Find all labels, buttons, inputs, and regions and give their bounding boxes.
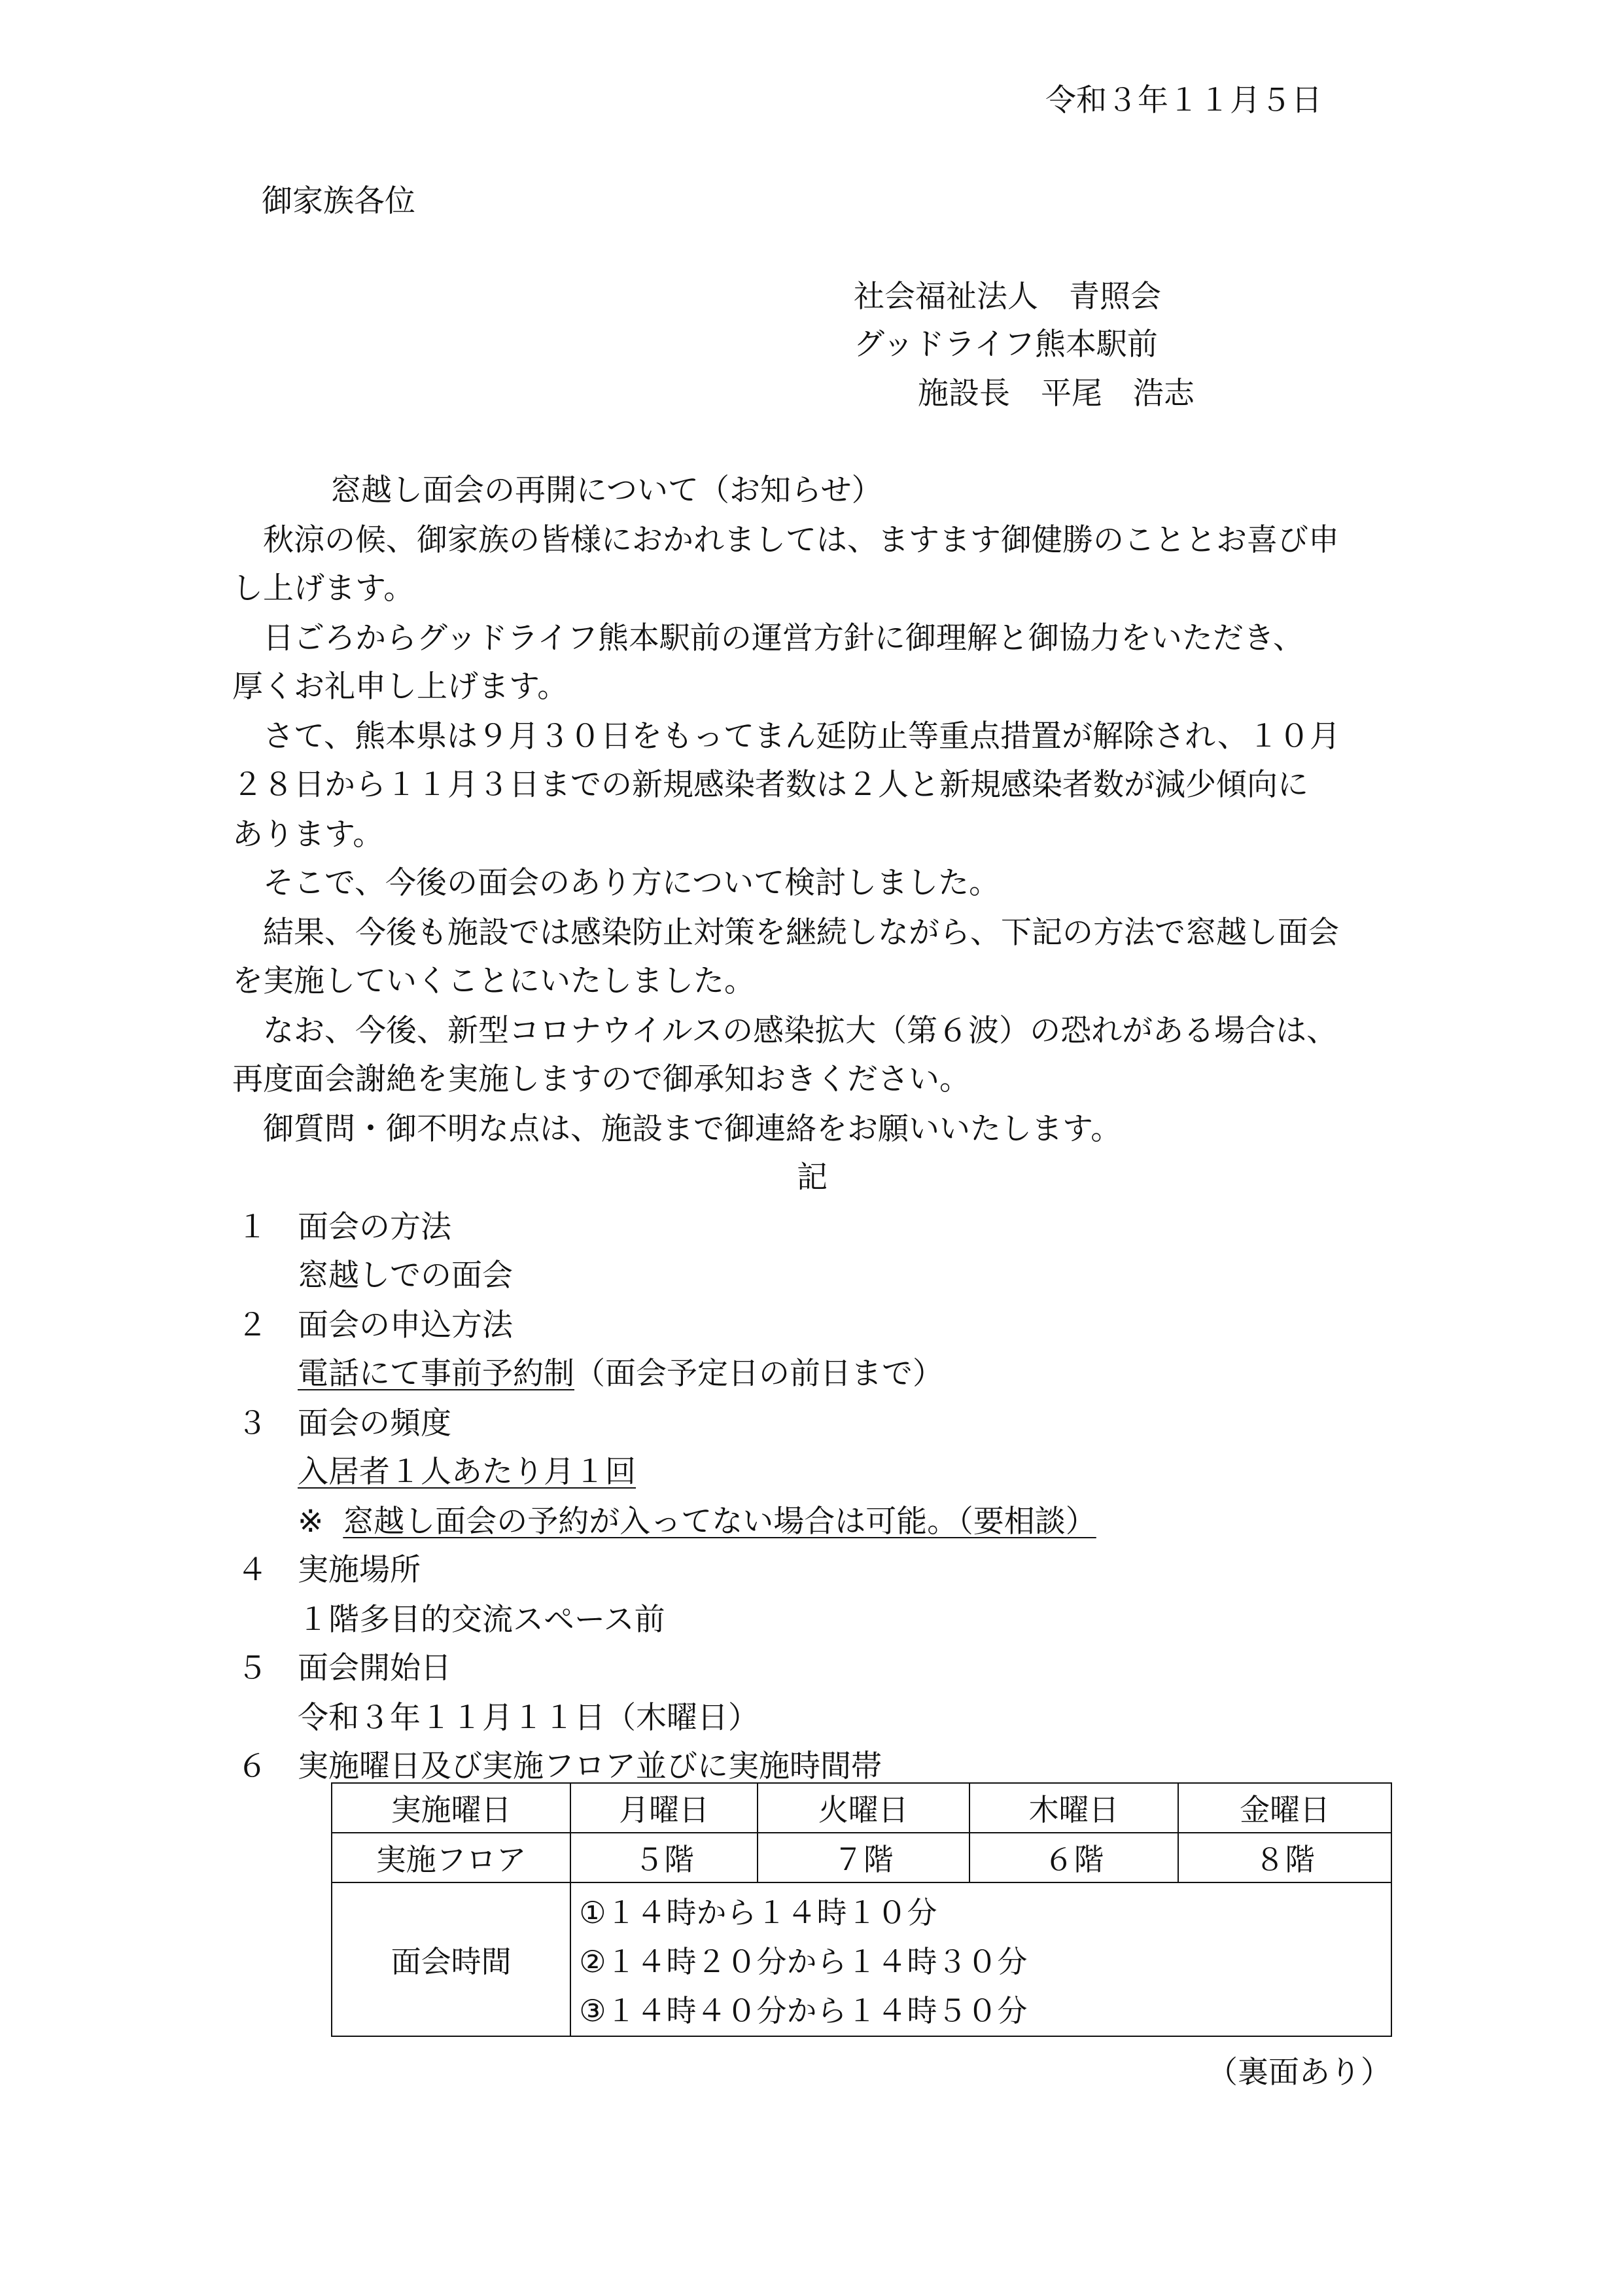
schedule-table xyxy=(331,1782,1392,2037)
day-header: 実施曜日 xyxy=(332,1783,570,1833)
day-cell: 金曜日 xyxy=(1178,1783,1391,1833)
document-title: 窓越し面会の再開について（お知らせ） xyxy=(330,472,882,508)
day-cell: 火曜日 xyxy=(758,1783,969,1833)
item-detail: 令和３年１１月１１日（木曜日） xyxy=(298,1700,759,1736)
item-heading: 実施場所 xyxy=(298,1552,421,1588)
body-line: し上げます。 xyxy=(232,571,415,607)
body-line: を実施していくことにいたしました。 xyxy=(232,963,755,999)
time-slot: ③１４時４０分から１４時５０分 xyxy=(579,1993,1028,2028)
body-line: 再度面会謝絶を実施しますので御承知おきください。 xyxy=(232,1061,970,1097)
time-header: 面会時間 xyxy=(332,1882,570,2036)
floor-cell: ７階 xyxy=(758,1833,969,1882)
body-line: 結果、今後も施設では感染防止対策を継続しながら、下記の方法で窓越し面会 xyxy=(232,915,1339,951)
item-detail-underlined: 電話にて事前予約制 xyxy=(298,1356,574,1392)
floor-header: 実施フロア xyxy=(332,1833,570,1882)
item-detail: １階多目的交流スペース前 xyxy=(298,1602,665,1638)
note-mark: ※ xyxy=(298,1504,324,1540)
reverse-side-note: （裏面あり） xyxy=(1207,2055,1391,2091)
body-line: 厚くお礼申し上げます。 xyxy=(232,669,568,705)
note-text: 窓越し面会の予約が入ってない場合は可能。（要相談） xyxy=(343,1504,1096,1540)
body-line: 御質問・御不明な点は、施設まで御連絡をお願いいたします。 xyxy=(232,1111,1122,1147)
item-number: ６ xyxy=(237,1748,268,1784)
body-line: あります。 xyxy=(232,817,384,853)
table-row xyxy=(332,1882,1391,2036)
table-row xyxy=(332,1783,1391,1833)
time-slot: ②１４時２０分から１４時３０分 xyxy=(579,1944,1028,1979)
document-date: 令和３年１１月５日 xyxy=(1045,82,1322,118)
item-heading: 面会開始日 xyxy=(298,1650,451,1686)
floor-cell: ６階 xyxy=(969,1833,1179,1882)
body-line: 日ごろからグッドライフ熊本駅前の運営方針に御理解と御協力をいただき、 xyxy=(232,620,1304,656)
sender-director: 施設長 平尾 浩志 xyxy=(918,376,1195,412)
item-number: ２ xyxy=(237,1307,268,1343)
item-heading: 面会の方法 xyxy=(298,1209,451,1245)
addressee: 御家族各位 xyxy=(262,183,415,219)
day-cell: 木曜日 xyxy=(969,1783,1179,1833)
item-detail: 窓越しでの面会 xyxy=(298,1258,513,1294)
item-note xyxy=(298,1502,1096,1542)
body-line: 秋涼の候、御家族の皆様におかれましては、ますます御健勝のこととお喜び申 xyxy=(232,522,1339,558)
item-heading: 面会の申込方法 xyxy=(298,1307,513,1343)
item-detail-underlined: 入居者１人あたり月１回 xyxy=(298,1454,636,1490)
body-line: なお、今後、新型コロナウイルスの感染拡大（第６波）の恐れがある場合は、 xyxy=(232,1013,1338,1049)
sender-org: 社会福祉法人 青照会 xyxy=(854,279,1161,315)
sender-facility: グッドライフ熊本駅前 xyxy=(854,327,1158,362)
body-line: さて、熊本県は９月３０日をもってまん延防止等重点措置が解除され、１０月 xyxy=(232,718,1340,754)
item-number: １ xyxy=(237,1209,268,1245)
time-cell xyxy=(570,1882,1391,2036)
body-line: そこで、今後の面会のあり方について検討しました。 xyxy=(232,865,1000,901)
floor-cell: ５階 xyxy=(570,1833,758,1882)
floor-cell: ８階 xyxy=(1178,1833,1391,1882)
time-slot: ①１４時から１４時１０分 xyxy=(579,1895,937,1930)
item-heading: 実施曜日及び実施フロア並びに実施時間帯 xyxy=(298,1748,882,1784)
ki-heading: 記 xyxy=(797,1159,828,1195)
item-heading: 面会の頻度 xyxy=(298,1405,451,1441)
body-line: ２８日から１１月３日までの新規感染者数は２人と新規感染者数が減少傾向に xyxy=(232,767,1308,803)
item-detail-rest: （面会予定日の前日まで） xyxy=(574,1356,943,1392)
item-number: ３ xyxy=(237,1405,268,1441)
item-detail xyxy=(298,1354,943,1394)
day-cell: 月曜日 xyxy=(570,1783,758,1833)
item-number: ４ xyxy=(237,1552,268,1588)
item-number: ５ xyxy=(237,1650,268,1686)
table-row xyxy=(332,1833,1391,1882)
